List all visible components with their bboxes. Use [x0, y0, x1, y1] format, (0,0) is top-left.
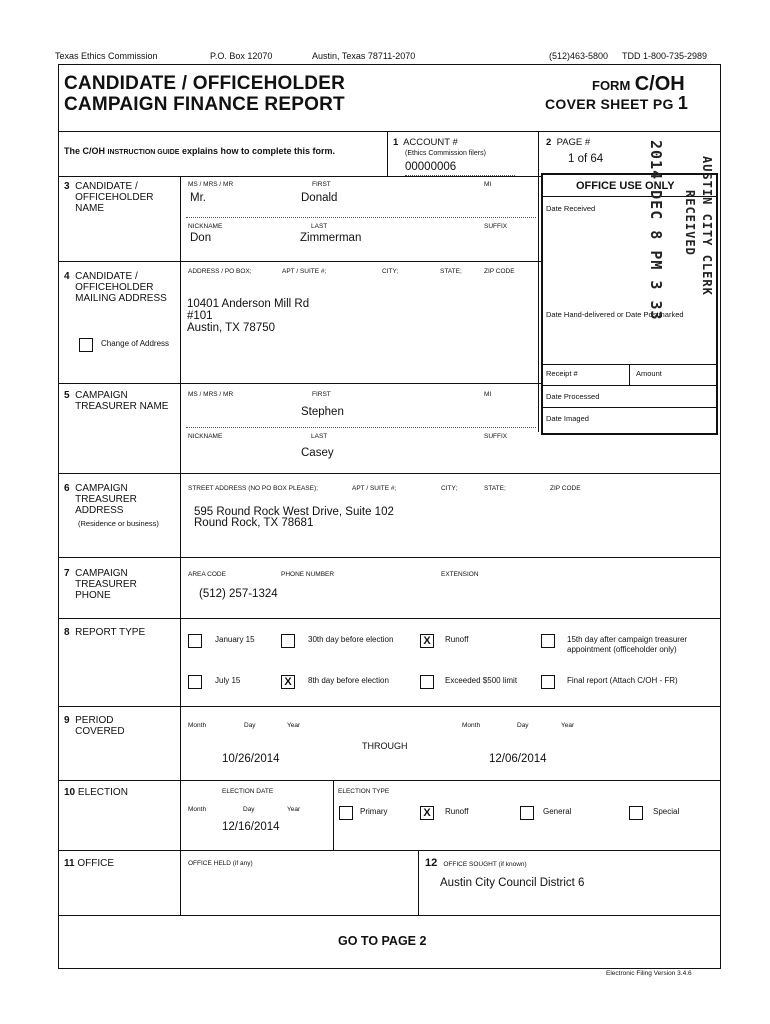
day30-checkbox[interactable]: [281, 634, 295, 648]
cover-sheet-label: COVER SHEET PG 1: [545, 93, 689, 113]
runoff-report-checkbox[interactable]: X: [420, 634, 434, 648]
final-report-label: Final report (Attach C/OH - FR): [567, 676, 678, 685]
treasurer-address-sub: (Residence or business): [78, 519, 159, 528]
period-from-month: Month: [188, 722, 207, 729]
period-from-year: Year: [287, 722, 301, 729]
candidate-prefix-header: MS / MRS / MR: [188, 181, 234, 188]
office-sought-label: 12 OFFICE SOUGHT (if known): [425, 857, 527, 869]
clerk-stamp-line1: AUSTIN CITY CLERK: [700, 156, 714, 296]
date-hand-label: Date Hand-delivered or Date Postmarked: [546, 310, 684, 319]
office-use-title: OFFICE USE ONLY: [576, 180, 675, 192]
treasurer-first[interactable]: Stephen: [301, 406, 344, 418]
period-to-value[interactable]: 12/06/2014: [489, 753, 547, 765]
treasurer-address-line1[interactable]: 595 Round Rock West Drive, Suite 102: [194, 506, 394, 518]
special-label: Special: [653, 807, 680, 816]
treasurer-apt-header: APT / SUITE #;: [352, 485, 397, 492]
date-processed-label: Date Processed: [546, 392, 600, 401]
mailing-address-header: ADDRESS / PO BOX;: [188, 268, 252, 275]
account-sub: (Ethics Commission filers): [405, 150, 486, 157]
extension-header: EXTENSION: [441, 571, 479, 578]
go-to-page-2: GO TO PAGE 2: [338, 934, 427, 948]
jan15-checkbox[interactable]: [188, 634, 202, 648]
clerk-stamp-line3: 2014 DEC 8 PM 3 33: [647, 140, 665, 321]
election-date-value[interactable]: 12/16/2014: [222, 821, 280, 833]
form-code: FORM C/OH: [592, 73, 685, 95]
treasurer-street-header: STREET ADDRESS (NO PO BOX PLEASE);: [188, 485, 318, 492]
jul15-checkbox[interactable]: [188, 675, 202, 689]
election-month: Month: [188, 806, 207, 813]
mailing-zip-header: ZIP CODE: [484, 268, 515, 275]
day30-label: 30th day before election: [308, 635, 394, 644]
candidate-last-header: LAST: [311, 223, 328, 230]
account-value[interactable]: 00000006: [405, 161, 457, 173]
page-value[interactable]: 1 of 64: [568, 153, 604, 165]
candidate-prefix[interactable]: Mr.: [190, 192, 206, 204]
phone-number-header: PHONE NUMBER: [281, 571, 335, 578]
treasurer-phone-value[interactable]: (512) 257-1324: [199, 588, 278, 600]
through-label: THROUGH: [362, 741, 408, 751]
period-to-month: Month: [462, 722, 481, 729]
treasurer-state-header: STATE;: [484, 485, 506, 492]
filing-version: Electronic Filing Version 3.4.6: [606, 970, 692, 977]
general-label: General: [543, 807, 572, 816]
period-to-year: Year: [561, 722, 575, 729]
election-label: 10 ELECTION: [64, 787, 128, 798]
day8-label: 8th day before election: [308, 676, 389, 685]
page-label: 2 PAGE #: [546, 137, 591, 148]
area-code-header: AREA CODE: [188, 571, 226, 578]
amount-label: Amount: [636, 369, 662, 378]
treasurer-mi-header: MI: [484, 391, 492, 398]
office-sought-value[interactable]: Austin City Council District 6: [440, 877, 585, 889]
office-label: 11 OFFICE: [64, 858, 115, 869]
mailing-city-header: CITY;: [382, 268, 399, 275]
period-from-day: Day: [244, 722, 256, 729]
candidate-suffix-header: SUFFIX: [484, 223, 508, 230]
title-line1: CANDIDATE / OFFICEHOLDER: [64, 73, 345, 94]
treasurer-prefix-header: MS / MRS / MR: [188, 391, 234, 398]
po-box: P.O. Box 12070: [210, 51, 273, 61]
instruction-text: The C/OH INSTRUCTION GUIDE explains how to complete this form.: [64, 146, 335, 156]
mailing-line3[interactable]: Austin, TX 78750: [187, 322, 276, 334]
account-label: 1 ACCOUNT #: [393, 137, 458, 148]
election-date-header: ELECTION DATE: [222, 788, 274, 795]
candidate-nickname[interactable]: Don: [190, 232, 212, 244]
agency-phone: (512)463-5800: [549, 51, 609, 61]
change-of-address-checkbox[interactable]: [79, 338, 93, 352]
mailing-apt-header: APT / SUITE #;: [282, 268, 327, 275]
election-type-header: ELECTION TYPE: [338, 788, 390, 795]
clerk-stamp-line2: RECEIVED: [683, 190, 697, 256]
treasurer-last[interactable]: Casey: [301, 447, 334, 459]
special-checkbox[interactable]: [629, 806, 643, 820]
date-imaged-label: Date Imaged: [546, 414, 589, 423]
primary-label: Primary: [360, 807, 388, 816]
mailing-line2[interactable]: #101: [187, 310, 213, 322]
exceeded-checkbox[interactable]: [420, 675, 434, 689]
mailing-state-header: STATE;: [440, 268, 462, 275]
runoff-election-label: Runoff: [445, 807, 469, 816]
treasurer-address-line2[interactable]: Round Rock, TX 78681: [194, 517, 314, 529]
treasurer-zip-header: ZIP CODE: [550, 485, 581, 492]
candidate-nickname-header: NICKNAME: [188, 223, 223, 230]
treasurer-nickname-header: NICKNAME: [188, 433, 223, 440]
agency-city: Austin, Texas 78711-2070: [312, 51, 416, 61]
treasurer-first-header: FIRST: [312, 391, 331, 398]
treasurer-address-label: 6 CAMPAIGN TREASURER ADDRESS: [64, 483, 137, 516]
mailing-label: 4 CANDIDATE / OFFICEHOLDER MAILING ADDRESS: [64, 271, 167, 304]
jul15-label: July 15: [215, 676, 241, 685]
report-type-label: 8 REPORT TYPE: [64, 627, 146, 638]
date-received-label: Date Received: [546, 204, 596, 213]
treasurer-phone-label: 7 CAMPAIGN TREASURER PHONE: [64, 568, 137, 601]
exceeded-label: Exceeded $500 limit: [445, 676, 518, 685]
day8-checkbox[interactable]: X: [281, 675, 295, 689]
receipt-label: Receipt #: [546, 369, 578, 378]
period-from-value[interactable]: 10/26/2014: [222, 753, 280, 765]
treasurer-suffix-header: SUFFIX: [484, 433, 508, 440]
candidate-label: 3 CANDIDATE / OFFICEHOLDER NAME: [64, 181, 154, 214]
jan15-label: January 15: [215, 635, 255, 644]
treasurer-city-header: CITY;: [441, 485, 458, 492]
mailing-line1[interactable]: 10401 Anderson Mill Rd: [187, 298, 310, 310]
candidate-first[interactable]: Donald: [301, 192, 338, 204]
agency-name: Texas Ethics Commission: [55, 51, 158, 61]
title-line2: CAMPAIGN FINANCE REPORT: [64, 94, 345, 115]
general-checkbox[interactable]: [520, 806, 534, 820]
election-day: Day: [243, 806, 255, 813]
candidate-last[interactable]: Zimmerman: [300, 232, 362, 244]
agency-tdd: TDD 1-800-735-2989: [622, 51, 708, 61]
treasurer-last-header: LAST: [311, 433, 328, 440]
change-of-address-label: Change of Address: [101, 339, 170, 348]
primary-checkbox[interactable]: [339, 806, 353, 820]
runoff-election-checkbox[interactable]: X: [420, 806, 434, 820]
election-year: Year: [287, 806, 301, 813]
treasurer-label: 5 CAMPAIGN TREASURER NAME: [64, 390, 169, 412]
day15-checkbox[interactable]: [541, 634, 555, 648]
candidate-mi-header: MI: [484, 181, 492, 188]
office-held-label: OFFICE HELD (if any): [188, 860, 253, 867]
runoff-report-label: Runoff: [445, 635, 469, 644]
period-label: 9 PERIOD COVERED: [64, 715, 125, 737]
candidate-first-header: FIRST: [312, 181, 331, 188]
day15-label: 15th day after campaign treasurer appointment (officeholder only): [567, 635, 688, 654]
final-report-checkbox[interactable]: [541, 675, 555, 689]
period-to-day: Day: [517, 722, 529, 729]
